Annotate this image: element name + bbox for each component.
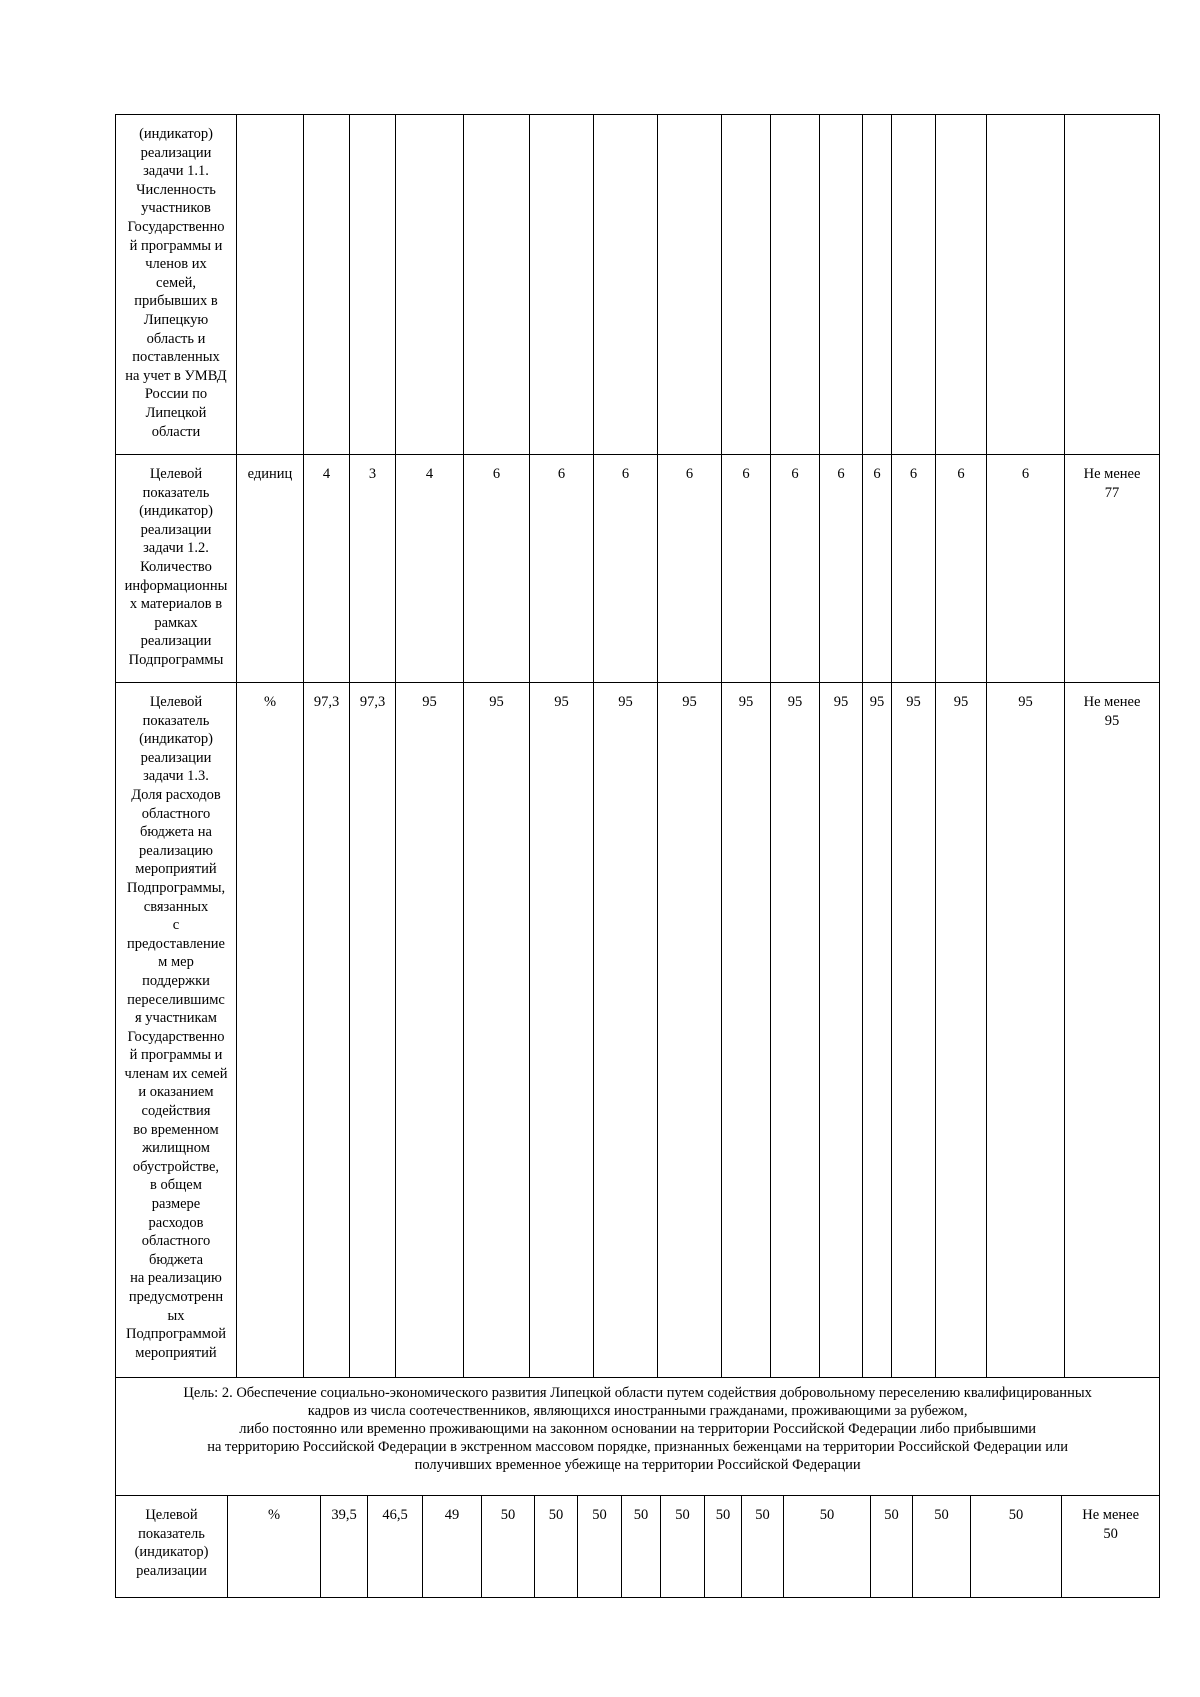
year-value-cell xyxy=(936,115,987,455)
indicator-label-line: Количество xyxy=(140,558,212,575)
indicator-label-line: бюджета xyxy=(148,1251,204,1268)
indicator-label-line: семей, xyxy=(155,274,197,291)
indicator-label-cell xyxy=(116,683,237,1378)
year-value-cell: 4 xyxy=(304,455,350,683)
indicator-label-line: й программы и xyxy=(129,237,223,254)
year-value-cell: 46,5 xyxy=(368,1496,423,1598)
year-value-cell: 49 xyxy=(423,1496,482,1598)
year-value-cell: 6 xyxy=(722,455,771,683)
indicators-table-top xyxy=(115,114,1160,1378)
unit-cell: единиц xyxy=(237,455,304,683)
indicator-label-line: показатель xyxy=(142,484,210,501)
indicator-label-line: й программы и xyxy=(129,1047,223,1064)
indicator-label-line: (индикатор) xyxy=(134,1544,209,1561)
indicator-label-line: прибывших в xyxy=(134,293,218,310)
goal-text-cell xyxy=(116,1378,1160,1496)
indicator-label-line: рамках xyxy=(154,614,198,631)
indicator-label-line: Государственно xyxy=(127,1028,225,1045)
indicator-label-cell xyxy=(116,115,237,455)
indicator-label-line: Численность xyxy=(136,181,216,198)
unit-cell xyxy=(237,115,304,455)
year-value-cell xyxy=(892,115,936,455)
year-value-cell xyxy=(987,115,1065,455)
year-value-cell: 50 xyxy=(661,1496,705,1598)
year-value-cell: 6 xyxy=(658,455,722,683)
indicator-label-line: жилищном xyxy=(142,1140,210,1157)
indicator-label-line: реализации xyxy=(140,749,212,766)
indicator-label-line: Липецкую xyxy=(143,311,209,328)
goal-text-line: на территорию Российской Федерации в экстренном массовом порядке, признанных беженцами на территории Российской Федерации или xyxy=(207,1439,1069,1455)
goal-text-line: либо постоянно или временно проживающими на законном основании на территории Российской Федерации либо прибывшими xyxy=(239,1421,1037,1437)
year-value-cell: 95 xyxy=(820,683,863,1378)
indicator-label-line: на реализацию xyxy=(130,1270,222,1287)
indicator-label-line: членов их xyxy=(145,256,207,273)
indicator-label-line: Подпрограммой xyxy=(126,1326,226,1343)
year-value-cell: 50 xyxy=(871,1496,913,1598)
total-value-line: 77 xyxy=(1104,484,1120,501)
year-value-cell: 6 xyxy=(892,455,936,683)
indicator-label-line: (индикатор) xyxy=(139,731,213,748)
goal-text-line: кадров из числа соотечественников, являющихся иностранными гражданами, проживающими за рубежом, xyxy=(307,1403,968,1419)
indicator-label-line: (индикатор) xyxy=(139,126,213,142)
indicator-label-line: информационны xyxy=(124,577,228,594)
total-value-line: Не менее xyxy=(1082,1507,1140,1523)
indicator-label-line: задачи 1.3. xyxy=(143,768,209,785)
year-value-cell: 50 xyxy=(482,1496,535,1598)
year-value-cell: 95 xyxy=(892,683,936,1378)
indicator-label-line: бюджета на xyxy=(140,824,212,841)
year-value-cell xyxy=(722,115,771,455)
indicator-label-line: (индикатор) xyxy=(139,503,213,520)
year-value-cell: 3 xyxy=(350,455,396,683)
unit-cell: % xyxy=(237,683,304,1378)
year-value-cell: 6 xyxy=(987,455,1065,683)
year-value-cell: 50 xyxy=(913,1496,971,1598)
indicator-label-line: поддержки xyxy=(142,972,210,989)
year-value-cell: 97,3 xyxy=(350,683,396,1378)
year-value-cell: 39,5 xyxy=(321,1496,368,1598)
indicator-label-line: показатель xyxy=(142,712,210,729)
year-value-cell: 50 xyxy=(535,1496,578,1598)
year-value-cell: 95 xyxy=(771,683,820,1378)
total-value-line: Не менее xyxy=(1083,694,1141,710)
year-value-cell: 50 xyxy=(622,1496,661,1598)
year-value-cell: 95 xyxy=(464,683,530,1378)
indicator-label-line: связанных xyxy=(143,898,209,915)
indicator-label-line: предоставление xyxy=(127,935,225,952)
year-value-cell: 95 xyxy=(936,683,987,1378)
year-value-cell: 50 xyxy=(742,1496,784,1598)
year-value-cell: 50 xyxy=(784,1496,871,1598)
indicator-label-line: реализацию xyxy=(139,842,213,859)
year-value-cell xyxy=(658,115,722,455)
indicator-label-line: Подпрограммы xyxy=(128,651,224,668)
indicator-label-line: на учет в УМВД xyxy=(125,367,227,384)
year-value-cell: 6 xyxy=(863,455,892,683)
indicator-label-line: содействия xyxy=(141,1103,211,1120)
year-value-cell: 6 xyxy=(936,455,987,683)
indicator-label-line: Доля расходов xyxy=(131,786,221,803)
total-value-line: 50 xyxy=(1103,1525,1118,1542)
indicator-label-line: участников xyxy=(141,200,211,217)
indicator-label-line: России по xyxy=(144,386,208,403)
total-value-cell xyxy=(1062,1496,1160,1598)
year-value-cell xyxy=(771,115,820,455)
indicator-label-line: области xyxy=(151,423,201,440)
year-value-cell: 50 xyxy=(971,1496,1062,1598)
indicator-label-line: область и xyxy=(146,330,206,347)
indicator-label-line: расходов xyxy=(148,1214,204,1231)
indicator-label-line: реализации xyxy=(136,1562,207,1579)
year-value-cell: 95 xyxy=(530,683,594,1378)
year-value-cell xyxy=(594,115,658,455)
goal-text-line: Цель: 2. Обеспечение социально-экономического развития Липецкой области путем содействия добровольному переселению квалифицированных xyxy=(183,1385,1092,1401)
total-value-cell xyxy=(1065,455,1160,683)
total-value-cell xyxy=(1065,115,1160,455)
indicator-label-line: Целевой xyxy=(149,466,203,482)
year-value-cell: 95 xyxy=(987,683,1065,1378)
unit-cell: % xyxy=(228,1496,321,1598)
year-value-cell xyxy=(304,115,350,455)
indicator-label-line: задачи 1.1. xyxy=(143,163,209,180)
indicator-label-line: реализации xyxy=(140,144,212,161)
year-value-cell xyxy=(464,115,530,455)
total-value-line: Не менее xyxy=(1083,466,1141,482)
year-value-cell xyxy=(396,115,464,455)
indicator-label-line: областного xyxy=(141,805,211,822)
year-value-cell xyxy=(863,115,892,455)
indicator-label-line: я участникам xyxy=(134,1010,217,1027)
indicator-label-line: и оказанием xyxy=(138,1084,214,1101)
indicator-label-line: х материалов в xyxy=(129,596,223,613)
year-value-cell: 95 xyxy=(658,683,722,1378)
indicator-label-line: переселившимс xyxy=(127,991,225,1008)
indicator-label-line: мероприятий xyxy=(135,1344,217,1361)
year-value-cell: 6 xyxy=(594,455,658,683)
total-value-cell xyxy=(1065,683,1160,1378)
year-value-cell: 4 xyxy=(396,455,464,683)
indicator-label-line: размере xyxy=(151,1196,201,1213)
indicator-label-line: в общем xyxy=(150,1177,202,1194)
year-value-cell xyxy=(350,115,396,455)
indicator-label-line: показатель xyxy=(138,1525,205,1542)
indicator-label-line: обустройстве, xyxy=(132,1158,220,1175)
indicator-label-line: Подпрограммы, xyxy=(126,879,226,896)
goal-row xyxy=(116,1378,1160,1496)
indicator-label-line: Липецкой xyxy=(145,404,207,421)
indicator-label-cell xyxy=(116,1496,228,1598)
year-value-cell xyxy=(820,115,863,455)
table-row xyxy=(116,1496,1160,1598)
year-value-cell: 95 xyxy=(863,683,892,1378)
indicator-label-line: поставленных xyxy=(132,349,220,366)
table-row xyxy=(116,455,1160,683)
indicator-label-line: реализации xyxy=(140,521,212,538)
year-value-cell: 6 xyxy=(771,455,820,683)
year-value-cell: 95 xyxy=(722,683,771,1378)
indicators-table-bottom xyxy=(115,1377,1160,1598)
indicator-label-line: задачи 1.2. xyxy=(143,540,209,557)
year-value-cell: 6 xyxy=(820,455,863,683)
indicator-label-line: мероприятий xyxy=(135,861,217,878)
indicator-label-line: во временном xyxy=(133,1121,219,1138)
table-row xyxy=(116,683,1160,1378)
indicator-label-line: Целевой xyxy=(145,1507,198,1523)
indicator-label-line: предусмотренн xyxy=(128,1289,224,1305)
indicator-label-cell xyxy=(116,455,237,683)
indicator-label-line: ых xyxy=(167,1307,185,1324)
indicator-label-line: с xyxy=(172,917,180,934)
year-value-cell: 50 xyxy=(578,1496,622,1598)
indicator-label-line: м мер xyxy=(158,954,194,971)
year-value-cell: 95 xyxy=(594,683,658,1378)
total-value-line: 95 xyxy=(1104,712,1120,729)
year-value-cell: 95 xyxy=(396,683,464,1378)
year-value-cell xyxy=(530,115,594,455)
indicator-label-line: областного xyxy=(141,1233,211,1250)
year-value-cell: 6 xyxy=(464,455,530,683)
year-value-cell: 50 xyxy=(705,1496,742,1598)
indicator-label-line: Целевой xyxy=(149,694,203,710)
indicator-label-line: реализации xyxy=(140,633,212,650)
goal-text-line: получивших временное убежище на территории Российской Федерации xyxy=(414,1457,861,1473)
year-value-cell: 6 xyxy=(530,455,594,683)
indicator-label-line: членам их семей xyxy=(124,1065,228,1082)
table-row xyxy=(116,115,1160,455)
indicator-label-line: Государственно xyxy=(127,218,225,235)
year-value-cell: 97,3 xyxy=(304,683,350,1378)
